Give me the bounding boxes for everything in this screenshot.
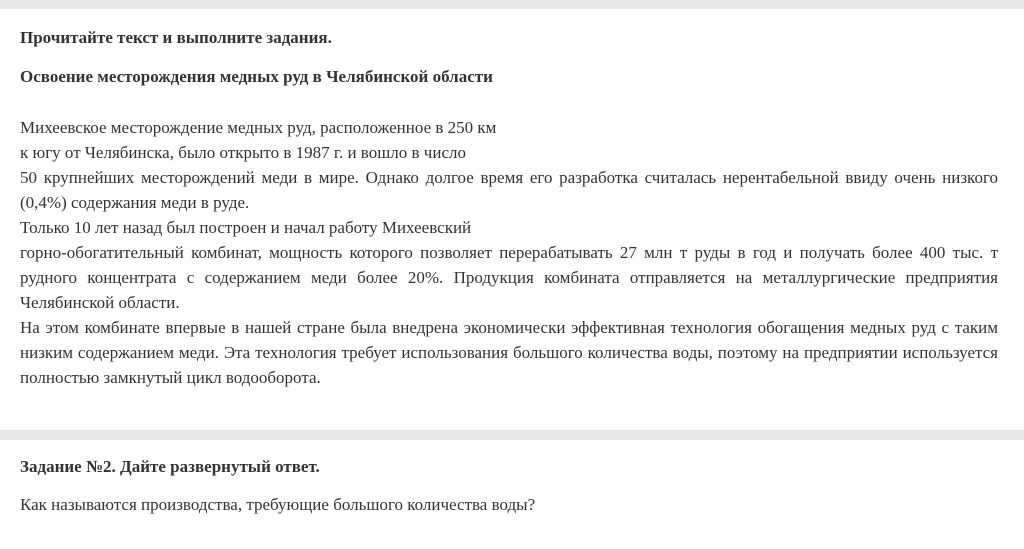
- reading-card: [0, 9, 1024, 430]
- text-line: Только 10 лет назад был построен и начал работу Михеевский: [20, 218, 472, 237]
- task-card: [0, 440, 1024, 549]
- reading-text: [20, 115, 998, 390]
- text-title: Освоение месторождения медных руд в Челябинской области: [20, 67, 493, 86]
- task-question: Как называются производства, требующие большого количества воды?: [20, 495, 536, 514]
- text-line: На этом комбинате впервые в нашей стране была внедрена экономически эффективная технология обогащения медных руд с таким низким содержанием меди. Эта технология требует использования большого количества воды, поэтому на предприятии используется полностью замкнутый цикл водооборота.: [20, 318, 998, 387]
- text-line: 50 крупнейших месторождений меди в мире. Однако долгое время его разработка считалась нерентабельной ввиду очень низкого (0,4%) содержания меди в руде.: [20, 168, 998, 212]
- text-line: Михеевское месторождение медных руд, расположенное в 250 км: [20, 118, 497, 137]
- task-title: Задание №2. Дайте развернутый ответ.: [20, 457, 320, 476]
- instruction-heading: Прочитайте текст и выполните задания.: [20, 28, 332, 47]
- text-line: горно-обогатительный комбинат, мощность которого позволяет перерабатывать 27 млн т руды в год и получать более 400 тыс. т рудного концентрата с содержанием меди более 20%. Продукция комбината отправляется на металлургические предприятия Челябинской области.: [20, 243, 998, 312]
- text-line: к югу от Челябинска, было открыто в 1987 г. и вошло в число: [20, 143, 466, 162]
